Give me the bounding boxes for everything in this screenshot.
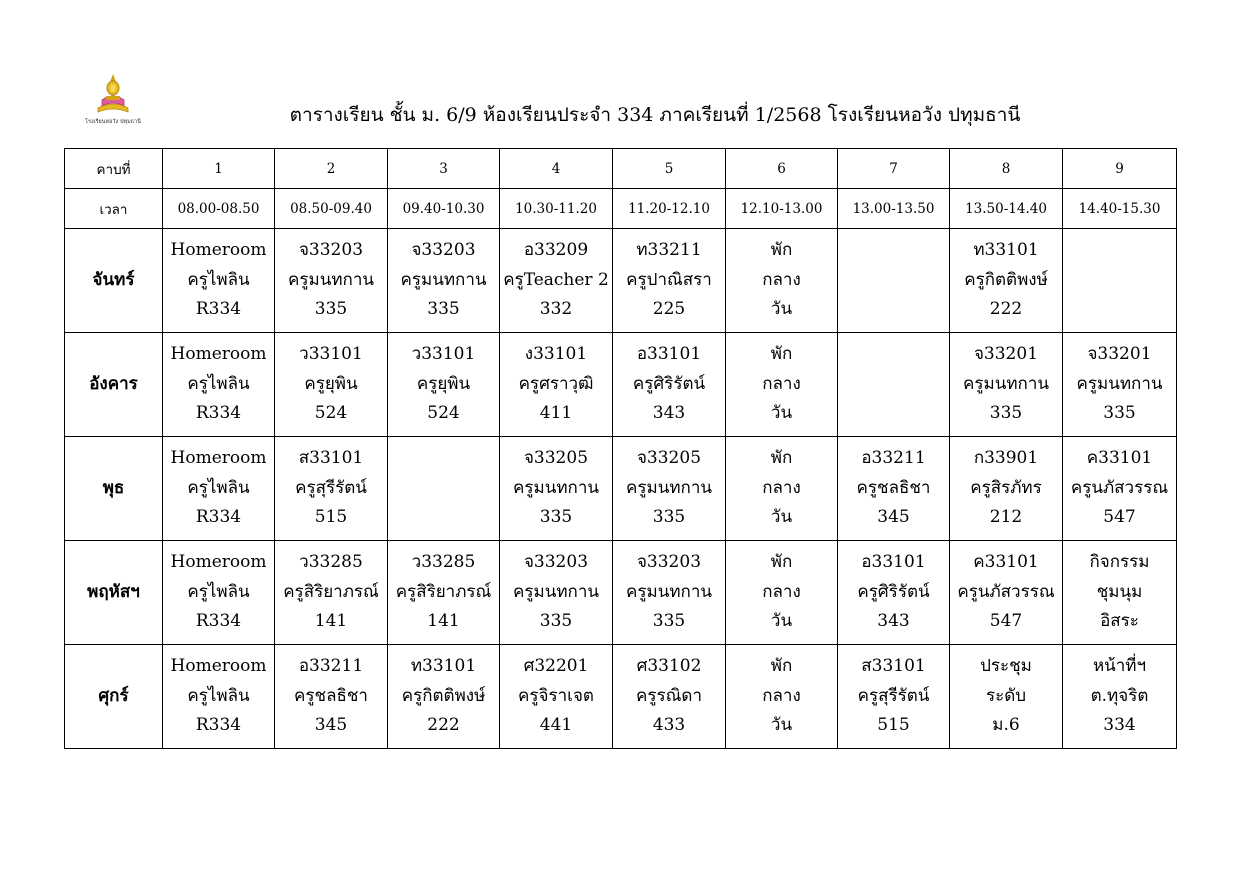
teacher-name: ครูมนทกาน: [963, 373, 1049, 394]
subject-code: [838, 236, 949, 266]
room-number: [1063, 295, 1176, 325]
teacher-name: ครูยุพิน: [416, 373, 471, 394]
subject-code: กิจกรรม: [1089, 552, 1150, 573]
class-cell: [500, 333, 613, 437]
subject-code: ท33101: [973, 240, 1039, 261]
teacher-name: [838, 370, 949, 400]
period-row-label: คาบที่: [65, 149, 163, 189]
teacher-name: ครูมนทกาน: [513, 477, 599, 498]
subject-code: อ33211: [861, 448, 926, 469]
class-cell: [1063, 333, 1177, 437]
room-number: 411: [539, 403, 573, 424]
time-row-cell: 13.50-14.40: [950, 189, 1063, 229]
class-cell: [388, 333, 500, 437]
day-name: ศุกร์: [65, 645, 163, 749]
room-number: 335: [314, 299, 348, 320]
subject-code: ว33101: [411, 344, 476, 365]
teacher-name: ครูกิตติพงษ์: [401, 685, 486, 706]
teacher-name: ครูกิตติพงษ์: [964, 269, 1048, 290]
teacher-name: ครูชลธิชา: [856, 477, 931, 498]
teacher-name: ครูนภัสวรรณ: [957, 581, 1055, 602]
teacher-name: ครูมนทกาน: [1076, 373, 1163, 394]
class-cell: [838, 229, 950, 333]
subject-code: พัก: [770, 552, 793, 573]
subject-code: จ33203: [523, 552, 589, 573]
room-number: 334: [1103, 715, 1136, 736]
time-row-cell: 10.30-11.20: [500, 189, 613, 229]
class-cell: [275, 229, 388, 333]
class-cell: [613, 437, 726, 541]
subject-code: ค33101: [973, 552, 1039, 573]
subject-code: จ33203: [411, 240, 476, 261]
subject-code: [838, 340, 949, 370]
class-cell: [726, 229, 838, 333]
room-number: 335: [652, 507, 686, 528]
time-row-cell: 14.40-15.30: [1063, 189, 1177, 229]
room-number: 141: [314, 611, 348, 632]
class-cell: [950, 333, 1063, 437]
subject-code: [1063, 236, 1176, 266]
room-number: 524: [314, 403, 348, 424]
class-cell: [950, 229, 1063, 333]
subject-code: ก33901: [973, 448, 1039, 469]
class-cell: [275, 333, 388, 437]
class-cell: [275, 645, 388, 749]
teacher-name: ครูชลธิชา: [294, 685, 368, 706]
subject-code: ง33101: [524, 344, 588, 365]
room-number: 332: [539, 299, 573, 320]
teacher-name: ครูรณิดา: [636, 685, 702, 706]
room-number: [838, 295, 949, 325]
class-cell: [838, 645, 950, 749]
subject-code: Homeroom: [170, 448, 267, 469]
room-number: [838, 399, 949, 429]
teacher-name: กลาง: [762, 269, 801, 290]
teacher-name: ชุมนุม: [1096, 581, 1143, 602]
subject-code: Homeroom: [170, 656, 267, 677]
room-number: 433: [652, 715, 686, 736]
subject-code: พัก: [770, 240, 793, 261]
class-cell: [388, 437, 500, 541]
room-number: 212: [989, 507, 1023, 528]
teacher-name: ครูไพลิน: [187, 269, 250, 290]
room-number: 343: [877, 611, 910, 632]
class-cell: [726, 333, 838, 437]
teacher-name: ครูมนทกาน: [626, 477, 712, 498]
time-row-cell: 08.50-09.40: [275, 189, 388, 229]
room-number: R334: [195, 403, 242, 424]
subject-code: จ33203: [298, 240, 364, 261]
room-number: 222: [427, 715, 460, 736]
time-row: [65, 189, 1177, 229]
subject-code: พัก: [770, 448, 793, 469]
room-number: 141: [427, 611, 460, 632]
room-number: 547: [989, 611, 1023, 632]
class-cell: [1063, 437, 1177, 541]
time-row-cell: 12.10-13.00: [726, 189, 838, 229]
period-row-cell: 6: [726, 149, 838, 189]
teacher-name: ครูศิริรัตน์: [632, 373, 706, 394]
period-row-cell: 8: [950, 149, 1063, 189]
time-row-cell: 08.00-08.50: [163, 189, 275, 229]
teacher-name: ครูมนทกาน: [513, 581, 599, 602]
room-number: 343: [652, 403, 686, 424]
class-cell: [1063, 541, 1177, 645]
room-number: 335: [1103, 403, 1136, 424]
day-name: พฤหัสฯ: [65, 541, 163, 645]
class-cell: [163, 229, 275, 333]
teacher-name: ครูไพลิน: [187, 373, 250, 394]
subject-code: อ33101: [861, 552, 926, 573]
subject-code: อ33101: [636, 344, 702, 365]
subject-code: ประชุม: [980, 656, 1032, 677]
room-number: 441: [539, 715, 573, 736]
class-cell: [613, 333, 726, 437]
room-number: 335: [539, 611, 573, 632]
room-number: R334: [195, 299, 242, 320]
room-number: วัน: [770, 715, 793, 736]
room-number: R334: [195, 715, 242, 736]
room-number: วัน: [770, 403, 793, 424]
teacher-name: ครูศิริรัตน์: [857, 581, 930, 602]
class-cell: [1063, 229, 1177, 333]
teacher-name: ครูสุรีรัตน์: [857, 685, 930, 706]
teacher-name: [388, 474, 499, 504]
teacher-name: ครูนภัสวรรณ: [1070, 477, 1169, 498]
teacher-name: ครูTeacher 2: [503, 269, 609, 290]
subject-code: Homeroom: [170, 240, 267, 261]
teacher-name: [838, 266, 949, 296]
subject-code: จ33205: [523, 448, 589, 469]
subject-code: ศ32201: [523, 656, 589, 677]
teacher-name: ครูศราวุฒิ: [518, 373, 594, 394]
period-row-cell: 4: [500, 149, 613, 189]
period-row-cell: 3: [388, 149, 500, 189]
subject-code: จ33201: [1087, 344, 1152, 365]
class-cell: [163, 645, 275, 749]
teacher-name: กลาง: [762, 477, 801, 498]
class-cell: [950, 645, 1063, 749]
room-number: 335: [539, 507, 573, 528]
room-number: ม.6: [992, 715, 1020, 736]
teacher-name: ครูไพลิน: [187, 685, 250, 706]
room-number: 345: [877, 507, 910, 528]
room-number: 335: [652, 611, 686, 632]
class-cell: [613, 229, 726, 333]
subject-code: Homeroom: [170, 344, 267, 365]
room-number: [388, 503, 499, 533]
room-number: 335: [989, 403, 1023, 424]
subject-code: หน้าที่ฯ: [1092, 656, 1147, 677]
teacher-name: ครูจิราเจต: [518, 685, 594, 706]
subject-code: จ33203: [636, 552, 702, 573]
day-row: [65, 437, 1177, 541]
subject-code: จ33201: [973, 344, 1039, 365]
teacher-name: ครูปาณิสรา: [626, 269, 712, 290]
subject-code: ค33101: [1086, 448, 1153, 469]
subject-code: Homeroom: [170, 552, 267, 573]
subject-code: ว33101: [299, 344, 363, 365]
day-row: [65, 229, 1177, 333]
period-row-cell: 9: [1063, 149, 1177, 189]
time-row-label: เวลา: [65, 189, 163, 229]
class-cell: [838, 437, 950, 541]
class-cell: [163, 541, 275, 645]
class-cell: [388, 645, 500, 749]
time-row-cell: 13.00-13.50: [838, 189, 950, 229]
teacher-name: กลาง: [762, 685, 801, 706]
class-cell: [950, 437, 1063, 541]
day-name: จันทร์: [65, 229, 163, 333]
teacher-name: ครูมนทกาน: [626, 581, 712, 602]
class-cell: [163, 333, 275, 437]
period-row-cell: 5: [613, 149, 726, 189]
class-cell: [275, 541, 388, 645]
subject-code: ว33285: [411, 552, 476, 573]
subject-code: ท33101: [410, 656, 477, 677]
room-number: วัน: [770, 507, 793, 528]
room-number: R334: [195, 611, 242, 632]
teacher-name: ครูสิริยาภรณ์: [395, 581, 492, 602]
room-number: 222: [989, 299, 1023, 320]
teacher-name: [1063, 266, 1176, 296]
timetable: [64, 148, 1177, 749]
teacher-name: ครูสุรีรัตน์: [295, 477, 367, 498]
teacher-name: กลาง: [762, 581, 801, 602]
class-cell: [275, 437, 388, 541]
teacher-name: ครูสิรภัทร: [970, 477, 1042, 498]
class-cell: [163, 437, 275, 541]
class-cell: [388, 229, 500, 333]
room-number: 515: [314, 507, 348, 528]
class-cell: [726, 437, 838, 541]
day-name: พุธ: [65, 437, 163, 541]
room-number: 515: [877, 715, 910, 736]
room-number: อิสระ: [1100, 611, 1139, 632]
subject-code: ว33285: [299, 552, 363, 573]
page-title: ตารางเรียน ชั้น ม. 6/9 ห้องเรียนประจำ 334 ภาคเรียนที่ 1/2568 โรงเรียนหอวัง ปทุมธานี: [289, 104, 1021, 126]
period-row-cell: 2: [275, 149, 388, 189]
time-row-cell: 11.20-12.10: [613, 189, 726, 229]
class-cell: [838, 541, 950, 645]
class-cell: [388, 541, 500, 645]
room-number: วัน: [770, 299, 793, 320]
class-cell: [726, 645, 838, 749]
teacher-name: ครูไพลิน: [187, 477, 250, 498]
class-cell: [838, 333, 950, 437]
subject-code: อ33209: [523, 240, 589, 261]
teacher-name: กลาง: [762, 373, 801, 394]
room-number: 345: [314, 715, 348, 736]
class-cell: [1063, 645, 1177, 749]
teacher-name: ครูไพลิน: [187, 581, 250, 602]
day-row: [65, 645, 1177, 749]
teacher-name: ครูยุพิน: [304, 373, 358, 394]
period-row-cell: 1: [163, 149, 275, 189]
room-number: R334: [195, 507, 242, 528]
subject-code: ส33101: [861, 656, 926, 677]
subject-code: พัก: [770, 344, 793, 365]
room-number: 225: [652, 299, 686, 320]
teacher-name: ครูมนทกาน: [400, 269, 487, 290]
subject-code: ท33211: [636, 240, 702, 261]
subject-code: ส33101: [298, 448, 364, 469]
class-cell: [500, 437, 613, 541]
room-number: 524: [427, 403, 460, 424]
class-cell: [613, 645, 726, 749]
subject-code: ศ33102: [636, 656, 702, 677]
school-emblem-icon: [80, 70, 146, 128]
period-row-cell: 7: [838, 149, 950, 189]
class-cell: [726, 541, 838, 645]
class-cell: [500, 645, 613, 749]
room-number: 547: [1103, 507, 1136, 528]
day-row: [65, 541, 1177, 645]
subject-code: อ33211: [298, 656, 364, 677]
subject-code: จ33205: [636, 448, 702, 469]
teacher-name: ระดับ: [985, 685, 1027, 706]
teacher-name: ต.ทุจริต: [1090, 685, 1149, 706]
period-row: [65, 149, 1177, 189]
class-cell: [950, 541, 1063, 645]
class-cell: [500, 229, 613, 333]
teacher-name: ครูสิริยาภรณ์: [283, 581, 379, 602]
teacher-name: ครูมนทกาน: [288, 269, 374, 290]
day-row: [65, 333, 1177, 437]
room-number: 335: [427, 299, 460, 320]
subject-code: [388, 444, 499, 474]
time-row-cell: 09.40-10.30: [388, 189, 500, 229]
room-number: วัน: [770, 611, 793, 632]
class-cell: [500, 541, 613, 645]
svg-text:โรงเรียนหอวัง ปทุมธานี: โรงเรียนหอวัง ปทุมธานี: [85, 119, 141, 125]
subject-code: พัก: [770, 656, 793, 677]
day-name: อังคาร: [65, 333, 163, 437]
class-cell: [613, 541, 726, 645]
